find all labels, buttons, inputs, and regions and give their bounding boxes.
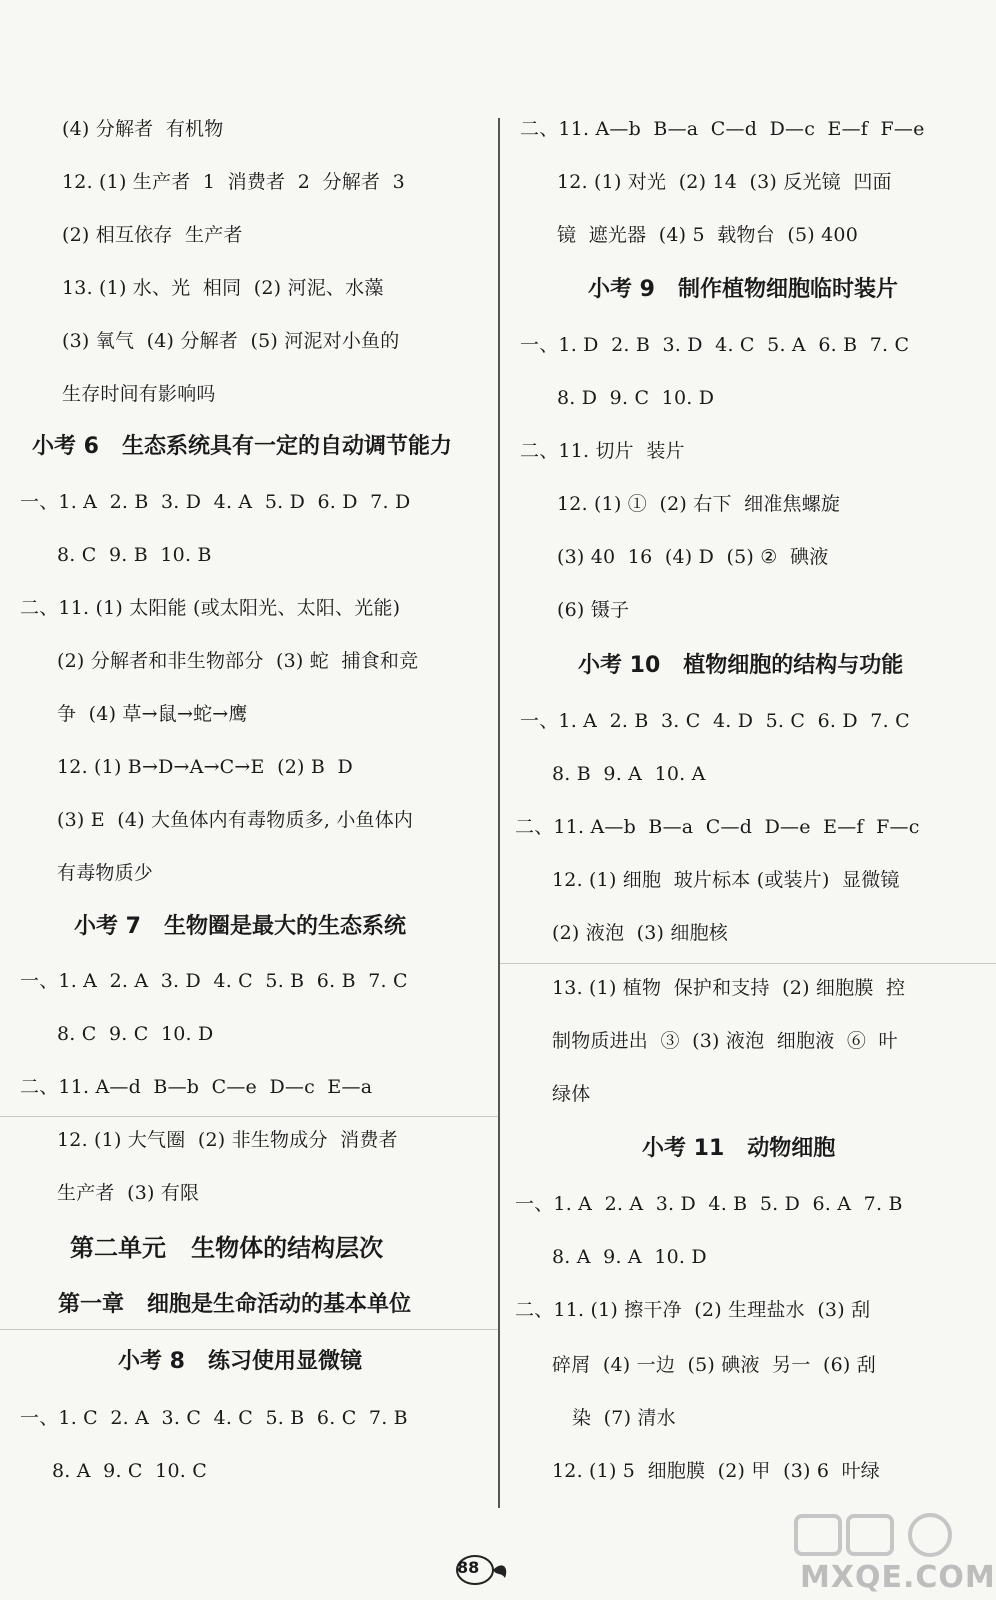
answer-line: 染 (7) 清水: [572, 1407, 676, 1429]
section-heading: 小考 8 练习使用显微镜: [118, 1349, 362, 1374]
section-heading: 第一章 细胞是生命活动的基本单位: [58, 1292, 411, 1317]
answer-line: (4) 分解者 有机物: [62, 118, 224, 140]
answer-line: 生存时间有影响吗: [62, 383, 216, 405]
answer-line: 8. C 9. B 10. B: [57, 544, 212, 566]
answer-line: 二、11. (1) 擦干净 (2) 生理盐水 (3) 刮: [515, 1299, 871, 1321]
answer-line: 一、1. A 2. B 3. D 4. A 5. D 6. D 7. D: [20, 491, 411, 513]
answer-line: 二、11. A—d B—b C—e D—c E—a: [20, 1076, 373, 1098]
answer-line: 13. (1) 水、光 相同 (2) 河泥、水藻: [62, 277, 384, 299]
answer-line: 二、11. 切片 装片: [520, 440, 685, 462]
section-heading: 小考 6 生态系统具有一定的自动调节能力: [32, 434, 452, 459]
answer-line: (3) 40 16 (4) D (5) ② 碘液: [557, 546, 829, 568]
page-number: [455, 1550, 515, 1590]
answer-line: 13. (1) 植物 保护和支持 (2) 细胞膜 控: [552, 977, 906, 999]
answer-line: 12. (1) 生产者 1 消费者 2 分解者 3: [62, 171, 405, 193]
answer-line: 12. (1) 细胞 玻片标本 (或装片) 显微镜: [552, 869, 900, 891]
answer-line: 12. (1) ① (2) 右下 细准焦螺旋: [557, 493, 841, 515]
answer-line: (3) E (4) 大鱼体内有毒物质多, 小鱼体内: [57, 809, 414, 831]
answer-line: 争 (4) 草→鼠→蛇→鹰: [57, 703, 248, 725]
column-divider: [498, 118, 500, 1508]
answer-line: 制物质进出 ③ (3) 液泡 细胞液 ⑥ 叶: [552, 1030, 898, 1052]
answer-line: 12. (1) 5 细胞膜 (2) 甲 (3) 6 叶绿: [552, 1460, 881, 1482]
section-rule: [500, 963, 996, 964]
answer-line: 8. A 9. A 10. D: [552, 1246, 707, 1268]
answer-line: 8. C 9. C 10. D: [57, 1023, 214, 1045]
section-heading: 小考 10 植物细胞的结构与功能: [578, 653, 904, 678]
answer-line: 有毒物质少: [57, 862, 154, 884]
watermark-text: MXQE.COM: [800, 1560, 996, 1595]
answer-line: (2) 相互依存 生产者: [62, 224, 243, 246]
answer-line: 8. D 9. C 10. D: [557, 387, 715, 409]
answer-line: (2) 分解者和非生物部分 (3) 蛇 捕食和竞: [57, 650, 419, 672]
answer-line: (2) 液泡 (3) 细胞核: [552, 922, 728, 944]
answer-line: 8. B 9. A 10. A: [552, 763, 706, 785]
answer-line: 一、1. C 2. A 3. C 4. C 5. B 6. C 7. B: [20, 1407, 408, 1429]
answer-line: 12. (1) B→D→A→C→E (2) B D: [57, 756, 353, 778]
answer-line: 一、1. A 2. A 3. D 4. C 5. B 6. B 7. C: [20, 970, 408, 992]
answer-line: 镜 遮光器 (4) 5 载物台 (5) 400: [557, 224, 858, 246]
page-number-text: 88: [457, 1558, 480, 1577]
answer-line: 碎屑 (4) 一边 (5) 碘液 另一 (6) 刮: [552, 1354, 876, 1376]
answer-line: 12. (1) 大气圈 (2) 非生物成分 消费者: [57, 1129, 398, 1151]
answer-line: 8. A 9. C 10. C: [52, 1460, 207, 1482]
answer-line: 二、11. A—b B—a C—d D—e E—f F—c: [515, 816, 920, 838]
section-rule: [0, 1329, 498, 1330]
site-watermark: [790, 1510, 996, 1596]
section-heading: 小考 11 动物细胞: [642, 1136, 836, 1161]
answer-line: 12. (1) 对光 (2) 14 (3) 反光镜 凹面: [557, 171, 892, 193]
section-heading: 第二单元 生物体的结构层次: [70, 1234, 384, 1262]
answer-line: (3) 氧气 (4) 分解者 (5) 河泥对小鱼的: [62, 330, 400, 352]
answer-line: 一、1. D 2. B 3. D 4. C 5. A 6. B 7. C: [520, 334, 910, 356]
answer-line: 生产者 (3) 有限: [57, 1182, 200, 1204]
section-heading: 小考 7 生物圈是最大的生态系统: [74, 914, 406, 939]
watermark-logo-icon: [790, 1510, 990, 1560]
answer-line: 二、11. A—b B—a C—d D—c E—f F—e: [520, 118, 925, 140]
answer-line: (6) 镊子: [557, 599, 630, 621]
answer-line: 绿体: [552, 1083, 591, 1105]
answer-line: 一、1. A 2. B 3. C 4. D 5. C 6. D 7. C: [520, 710, 910, 732]
section-heading: 小考 9 制作植物细胞临时装片: [588, 277, 898, 302]
answer-line: 二、11. (1) 太阳能 (或太阳光、太阳、光能): [20, 597, 401, 619]
answer-line: 一、1. A 2. A 3. D 4. B 5. D 6. A 7. B: [515, 1193, 903, 1215]
section-rule: [0, 1116, 498, 1117]
